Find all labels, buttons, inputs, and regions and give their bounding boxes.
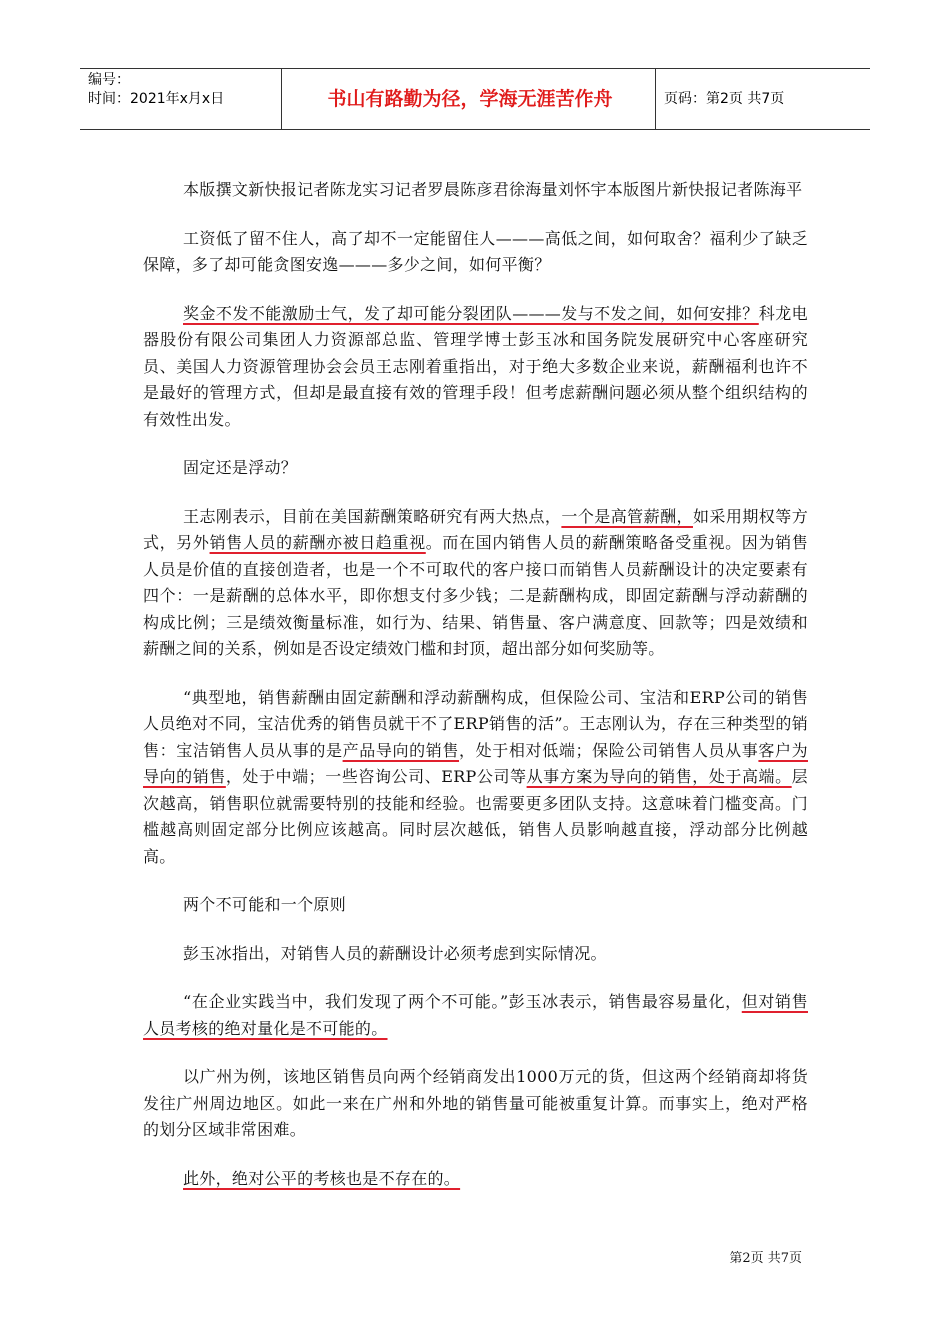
paragraph-text: 层次越高，销售职位就需要特别的技能和经验。也需要更多团队支持。这意味着门槛变高。门槛越高则固定部分比例应该越高。同时层次越低，销售人员影响越直接，浮动部分比例越高。: [143, 767, 808, 866]
paragraph-text: 如采用期权等方式，另外: [143, 506, 808, 552]
paragraph-text: ，处于相对低端；保险公司销售人员从事: [459, 740, 759, 760]
article-body: [143, 177, 808, 1214]
number-label: 编号：: [88, 72, 130, 88]
paragraph-text: 。而在国内销售人员的薪酬策略备受重视。因为销售人员是价值的直接创造者，也是一个不可取代的客户接口而销售人员薪酬设计的决定要素有四个：一是薪酬的总体水平，即你想支付多少钱；二是薪酬构成，即固定薪酬与浮动薪酬的构成比例；三是绩效衡量标准，如行为、结果、销售量、客户满意度、回款等；四是效绩和薪酬之间的关系，例如是否设定绩效门槛和封顶，超出部分如何奖励等。: [143, 533, 809, 658]
paragraph-hotspots: [143, 504, 808, 663]
paragraph-impossible: [143, 989, 808, 1042]
paragraph-guangzhou: 以广州为例，该地区销售员向两个经销商发出1000万元的货，但这两个经销商却将货发往广州周边地区。如此一来在广州和外地的销售量可能被重复计算。而事实上，绝对严格的划分区域非常困难。: [143, 1067, 808, 1139]
underlined-text: 客户为导向的销售: [143, 740, 808, 786]
underlined-text: 一个是高管薪酬，: [561, 506, 693, 526]
page-footer: 第2页 共7页: [729, 1251, 802, 1266]
header-divider: [655, 69, 656, 129]
paragraph-text: “在企业实践当中，我们发现了两个不可能。”彭玉冰表示，销售最容易量化，: [183, 992, 742, 1011]
paragraph-bonus: [143, 301, 808, 434]
byline-paragraph: 本版撰文新快报记者陈龙实习记者罗晨陈彦君徐海量刘怀宇本版图片新快报记者陈海平: [183, 180, 803, 199]
underlined-text: 销售人员的薪酬亦被日趋重视: [209, 533, 426, 552]
underlined-text: 产品导向的销售: [342, 740, 460, 760]
header-meta: [88, 71, 224, 109]
section-heading: 两个不可能和一个原则: [183, 895, 347, 914]
page-header: [80, 68, 870, 130]
time-label: 时间：2021年x月x日: [88, 91, 225, 107]
underlined-text: 但对销售人员考核的绝对量化是不可能的。: [143, 992, 808, 1038]
paragraph-peng: 彭玉冰指出，对销售人员的薪酬设计必须考虑到实际情况。: [183, 943, 607, 963]
underlined-text: 此外，绝对公平的考核也是不存在的。: [183, 1168, 461, 1188]
paragraph-text: 科龙电器股份有限公司集团人力资源部总监、管理学博士彭玉冰和国务院发展研究中心客座研究员、美国人力资源管理协会会员王志刚着重指出，对于绝大多数企业来说，薪酬福利也许不是最好的管理方式，但却是最直接有效的管理手段！但考虑薪酬问题必须从整个组织结构的有效性出发。: [143, 303, 808, 429]
section-heading: 固定还是浮动？: [183, 458, 298, 477]
paragraph-text: “典型地，销售薪酬由固定薪酬和浮动薪酬构成，但保险公司、宝洁和ERP公司的销售人员绝对不同，宝洁优秀的销售员就干不了ERP销售的活”。王志刚认为，存在三种类型的销售：宝洁销售人员从事的是: [143, 687, 808, 760]
intro-paragraph: 工资低了留不住人，高了却不一定能留住人———高低之间，如何取舍？福利少了缺乏保障，多了却可能贪图安逸———多少之间，如何平衡？: [143, 228, 808, 274]
underlined-text: 奖金不发不能激励士气，发了却可能分裂团队———发与不发之间，如何安排？: [183, 303, 759, 323]
paragraph-text: 王志刚表示，目前在美国薪酬策略研究有两大热点，: [183, 506, 562, 526]
header-motto: 书山有路勤为径，学海无涯苦作舟: [327, 88, 613, 110]
paragraph-fairness: [143, 1166, 808, 1193]
paragraph-sales-types: [143, 685, 808, 871]
header-page-code: 页码：第2页 共7页: [664, 91, 785, 107]
underlined-text: 从事方案为导向的销售，处于高端。: [526, 767, 792, 786]
header-divider: [281, 69, 282, 129]
paragraph-text: ，处于中端；一些咨询公司、ERP公司等: [225, 767, 527, 786]
